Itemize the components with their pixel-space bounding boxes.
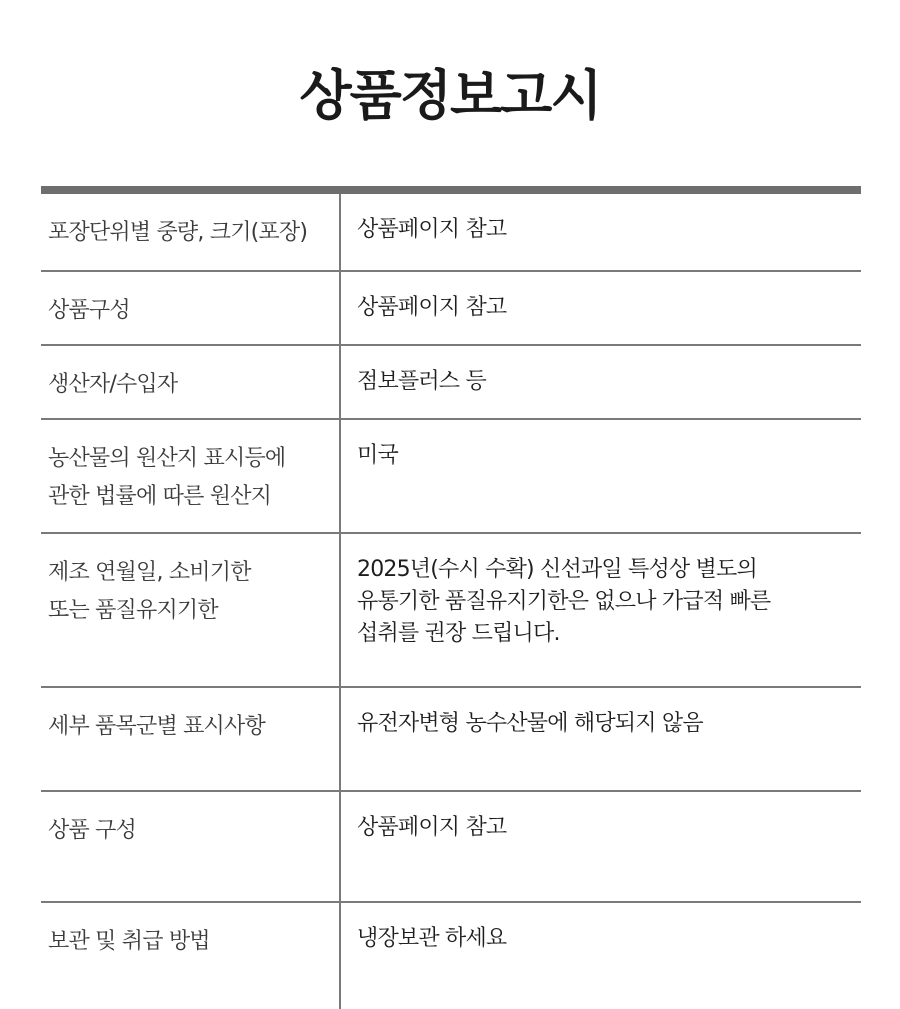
page-title: 상품정보고시 [299,64,601,127]
row-label: 보관 및 취급 방법 [41,903,341,1009]
row-label: 제조 연월일, 소비기한 또는 품질유지기한 [41,534,341,686]
row-value: 2025년(수시 수확) 신선과일 특성상 별도의 유통기한 품질유지기한은 없으나 가급적 빠른 섭취를 권장 드립니다. [357,557,771,646]
row-value: 미국 [357,443,398,468]
row-value: 냉장보관 하세요 [357,926,507,951]
product-info-table [41,186,861,1009]
row-label: 포장단위별 중량, 크기(포장) [41,194,341,270]
row-label: 생산자/수입자 [41,346,341,418]
row-value: 상품페이지 참고 [357,295,507,320]
row-label: 세부 품목군별 표시사항 [41,688,341,790]
row-value: 상품페이지 참고 [357,815,507,840]
table-row [41,688,861,792]
row-label: 상품 구성 [41,792,341,901]
row-value: 유전자변형 농수산물에 해당되지 않음 [357,711,703,736]
table-row [41,420,861,534]
table-row [41,903,861,1009]
row-value: 점보플러스 등 [357,369,486,394]
row-label: 상품구성 [41,272,341,344]
row-value: 상품페이지 참고 [357,217,507,242]
table-row [41,272,861,346]
table-row [41,534,861,688]
table-row [41,346,861,420]
table-row [41,792,861,903]
row-label: 농산물의 원산지 표시등에 관한 법률에 따른 원산지 [41,420,341,532]
table-row [41,194,861,272]
